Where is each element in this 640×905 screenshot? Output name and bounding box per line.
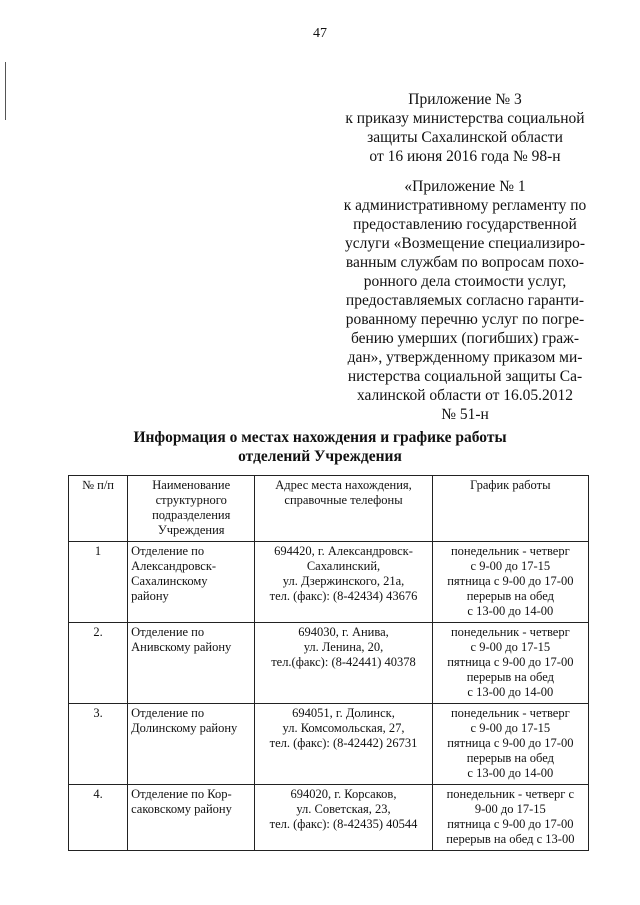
title-line: отделений Учреждения [238,448,402,465]
header-text: справочные телефоны [284,493,403,507]
cell-line: 694030, г. Анива, [298,625,389,639]
regulation-line: к административному регламенту по [343,197,587,214]
table-row [69,623,589,704]
cell-line: ул. Комсомольская, 27, [282,721,405,735]
regulation-line: бению умерших (погибших) граж- [350,330,580,347]
cell-schedule [432,542,588,623]
header-unit [128,476,255,542]
cell-address [255,542,432,623]
regulation-line: предоставляемых согласно гаранти- [345,292,585,309]
cell-line: 694020, г. Корсаков, [290,787,397,801]
cell-unit [128,704,255,785]
regulation-line: дан», утвержденному приказом ми- [347,349,583,366]
cell-num: 3. [69,704,128,785]
regulation-reference [330,177,600,424]
appendix-header [330,90,600,166]
cell-schedule [432,704,588,785]
cell-line: пятница с 9-00 до 17-00 [447,817,574,831]
cell-address [255,623,432,704]
header-num [69,476,128,542]
cell-line: Отделение по Кор- [131,787,232,801]
cell-num: 2. [69,623,128,704]
document-title [0,428,640,466]
cell-line: тел. (факс): (8-42442) 26731 [269,736,418,750]
cell-address [255,785,432,851]
header-text: График работы [470,478,551,492]
cell-line: Анивскому району [131,640,232,654]
regulation-line: услуги «Возмещение специализиро- [344,235,585,252]
cell-schedule [432,623,588,704]
cell-line: пятница с 9-00 до 17-00 [447,574,574,588]
cell-line: пятница с 9-00 до 17-00 [447,655,574,669]
cell-line: с 13-00 до 14-00 [467,766,554,780]
appendix-line: к приказу министерства социальной [345,110,585,127]
header-schedule [432,476,588,542]
cell-line: перерыв на обед с 13-00 [446,832,575,846]
header-text: Учреждения [157,523,225,537]
header-text: структурного [155,493,227,507]
cell-unit [128,542,255,623]
cell-num: 1 [69,542,128,623]
title-line: Информация о местах нахождения и графике работы [133,429,507,446]
cell-num: 4. [69,785,128,851]
cell-line: 694420, г. Александровск- [274,544,413,558]
cell-line: с 9-00 до 17-15 [470,721,551,735]
cell-line: понедельник - четверг [450,544,570,558]
cell-line: с 9-00 до 17-15 [470,559,551,573]
cell-line: перерыв на обед [466,670,554,684]
cell-line: саковскому району [131,802,232,816]
cell-unit [128,785,255,851]
cell-line: перерыв на обед [466,751,554,765]
header-text: подразделения [152,508,231,522]
table-row [69,542,589,623]
cell-line: понедельник - четверг [450,625,570,639]
cell-line: ул. Дзержинского, 21а, [282,574,405,588]
cell-line: пятница с 9-00 до 17-00 [447,736,574,750]
appendix-line: от 16 июня 2016 года № 98-н [369,148,561,165]
page-number: 47 [313,26,327,41]
cell-line: с 9-00 до 17-15 [470,640,551,654]
appendix-line: Приложение № 3 [408,91,522,108]
cell-line: тел.(факс): (8-42441) 40378 [271,655,416,669]
header-text: № п/п [82,478,114,492]
regulation-line: нистерства социальной защиты Са- [347,368,583,385]
regulation-line: № 51-н [441,406,489,423]
cell-line: с 13-00 до 14-00 [467,604,554,618]
cell-line: понедельник - четверг с [446,787,575,801]
regulation-line: ронного дела стоимости услуг, [363,273,567,290]
cell-unit [128,623,255,704]
cell-line: Отделение по [131,706,205,720]
cell-line: с 13-00 до 14-00 [467,685,554,699]
header-address [255,476,432,542]
cell-line: 694051, г. Долинск, [292,706,395,720]
table-row [69,704,589,785]
cell-line: тел. (факс): (8-42435) 40544 [269,817,418,831]
cell-line: Отделение по [131,544,205,558]
cell-line: тел. (факс): (8-42434) 43676 [269,589,418,603]
header-text: Наименование [152,478,231,492]
regulation-line: ванным службам по вопросам похо- [345,254,585,271]
cell-line: Долинскому району [131,721,238,735]
appendix-line: защиты Сахалинской области [367,129,563,146]
cell-line: району [131,589,169,603]
cell-line: Сахалинскому [131,574,208,588]
cell-address [255,704,432,785]
regulation-line: предоставлению государственной [353,216,577,233]
cell-line: Александровск- [131,559,217,573]
cell-line: Сахалинский, [306,559,381,573]
offices-table [68,475,589,851]
cell-line: перерыв на обед [466,589,554,603]
table-header-row [69,476,589,542]
regulation-line: халинской области от 16.05.2012 [356,387,574,404]
cell-line: ул. Советская, 23, [296,802,391,816]
cell-schedule [432,785,588,851]
cell-line: ул. Ленина, 20, [303,640,384,654]
table-row [69,785,589,851]
margin-mark [5,62,6,120]
regulation-line: «Приложение № 1 [404,178,526,195]
regulation-line: рованному перечню услуг по погре- [345,311,585,328]
cell-line: Отделение по [131,625,205,639]
cell-line: 9-00 до 17-15 [474,802,546,816]
header-text: Адрес места нахождения, [275,478,412,492]
cell-line: понедельник - четверг [450,706,570,720]
